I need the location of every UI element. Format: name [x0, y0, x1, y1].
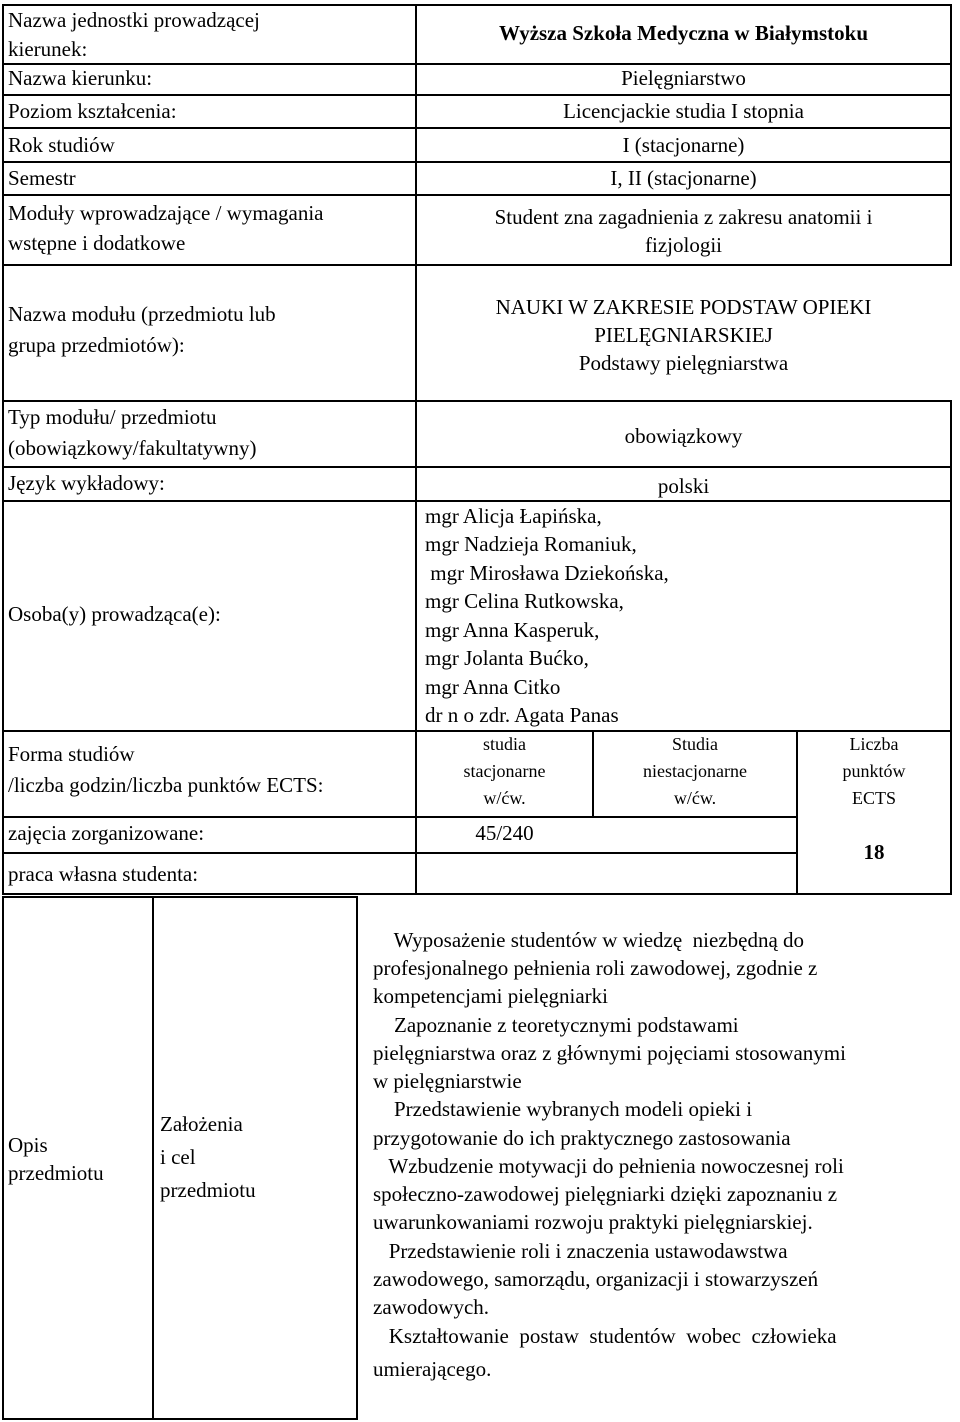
- border: [2, 466, 952, 468]
- value-year: I (stacjonarne): [622, 133, 745, 157]
- value-level: Licencjackie studia I stopnia: [563, 99, 804, 123]
- value-type: obowiązkowy: [624, 424, 743, 448]
- value-prereq-2: fizjologii: [645, 233, 722, 257]
- desc-line: Zapoznanie z teoretycznymi podstawami: [373, 1013, 739, 1037]
- label-unit-2: kierunek:: [8, 37, 88, 61]
- border: [2, 893, 952, 895]
- label-prereq-2: wstępne i dodatkowe: [8, 231, 186, 255]
- border: [356, 896, 358, 1420]
- desc-line: uwarunkowaniami rozwoju praktyki pielęgniarskiej.: [373, 1210, 813, 1234]
- desc-label-opis: przedmiotu: [8, 1161, 104, 1185]
- border: [2, 816, 798, 818]
- border: [2, 264, 952, 266]
- border: [2, 400, 952, 402]
- lecturer: mgr Jolanta Bućko,: [425, 646, 589, 670]
- border: [950, 4, 952, 266]
- label-language: Język wykładowy:: [8, 471, 165, 495]
- desc-line: zawodowych.: [373, 1295, 490, 1319]
- label-prereq-1: Moduły wprowadzające / wymagania: [8, 201, 324, 225]
- label-selfwork: praca własna studenta:: [8, 862, 199, 886]
- desc-line: Wzbudzenie motywacji do pełnienia nowoczesnej roli: [373, 1154, 844, 1178]
- value-module-2: PIELĘGNIARSKIEJ: [594, 323, 773, 347]
- desc-label-aims: przedmiotu: [160, 1178, 256, 1202]
- value-field: Pielęgniarstwo: [621, 66, 746, 90]
- label-module-1: Nazwa modułu (przedmiotu lub: [8, 302, 276, 326]
- lecturer: mgr Mirosława Dziekońska,: [425, 561, 669, 585]
- lecturer: dr n o zdr. Agata Panas: [425, 703, 619, 727]
- desc-line: przygotowanie do ich praktycznego zastosowania: [373, 1126, 791, 1150]
- border: [2, 194, 952, 196]
- border: [2, 127, 952, 129]
- border: [2, 161, 952, 163]
- desc-line: pielęgniarstwa oraz z głównymi pojęciami stosowanymi: [373, 1041, 846, 1065]
- desc-line: Kształtowanie postaw studentów wobec człowieka: [373, 1324, 837, 1348]
- desc-line: Przedstawienie wybranych modeli opieki i: [373, 1097, 753, 1121]
- value-unit: Wyższa Szkoła Medyczna w Białymstoku: [498, 21, 869, 45]
- form-col-ects: punktów: [842, 761, 906, 781]
- desc-line: kompetencjami pielęgniarki: [373, 984, 608, 1008]
- value-module-1: NAUKI W ZAKRESIE PODSTAW OPIEKI: [495, 295, 872, 319]
- desc-line: Przedstawienie roli i znaczenia ustawodawstwa: [373, 1239, 788, 1263]
- border: [2, 1418, 358, 1420]
- value-module-3: Podstawy pielęgniarstwa: [578, 351, 789, 375]
- desc-line: społeczno-zawodowej pielęgniarki dzięki zapoznaniu z: [373, 1182, 838, 1206]
- desc-label-opis: Opis: [8, 1133, 48, 1157]
- form-col-stationary: w/ćw.: [483, 788, 526, 808]
- lecturer: mgr Anna Kasperuk,: [425, 618, 600, 642]
- value-organized-hours: 45/240: [475, 821, 534, 845]
- value-ects: 18: [863, 840, 885, 864]
- desc-line: zawodowego, samorządu, organizacji i stowarzyszeń: [373, 1267, 819, 1291]
- form-col-ects: ECTS: [851, 788, 896, 808]
- label-form-2: /liczba godzin/liczba punktów ECTS:: [8, 773, 324, 797]
- lecturer: mgr Alicja Łapińska,: [425, 504, 602, 528]
- lecturer: mgr Anna Citko: [425, 675, 561, 699]
- label-type-2: (obowiązkowy/fakultatywny): [8, 436, 257, 460]
- desc-line: profesjonalnego pełnienia roli zawodowej, zgodnie z: [373, 956, 818, 980]
- border: [950, 400, 952, 895]
- border: [2, 896, 358, 898]
- form-col-stationary: studia: [483, 734, 526, 754]
- desc-label-aims: Założenia: [160, 1112, 243, 1136]
- desc-line: w pielęgniarstwie: [373, 1069, 522, 1093]
- form-col-nonstationary: w/ćw.: [673, 788, 717, 808]
- lecturer: mgr Nadzieja Romaniuk,: [425, 532, 637, 556]
- label-year: Rok studiów: [8, 133, 115, 157]
- value-language: polski: [657, 474, 710, 498]
- label-unit-1: Nazwa jednostki prowadzącej: [8, 8, 260, 32]
- lecturer: mgr Celina Rutkowska,: [425, 589, 624, 613]
- form-col-nonstationary: Studia: [671, 734, 718, 754]
- border: [2, 852, 798, 854]
- border: [2, 4, 4, 895]
- border: [2, 896, 4, 1420]
- label-type-1: Typ modułu/ przedmiotu: [8, 405, 217, 429]
- form-col-stationary: stacjonarne: [463, 761, 546, 781]
- border: [152, 896, 154, 1420]
- desc-line: Wyposażenie studentów w wiedzę niezbędną do: [373, 928, 805, 952]
- label-organized: zajęcia zorganizowane:: [8, 821, 205, 845]
- value-semester: I, II (stacjonarne): [610, 166, 757, 190]
- form-col-ects: Liczba: [849, 734, 899, 754]
- label-level: Poziom kształcenia:: [8, 99, 177, 123]
- label-module-2: grupa przedmiotów):: [8, 333, 185, 357]
- desc-label-aims: i cel: [160, 1145, 196, 1169]
- form-col-nonstationary: niestacjonarne: [643, 761, 747, 781]
- desc-line: umierającego.: [373, 1357, 492, 1381]
- label-semester: Semestr: [8, 166, 76, 190]
- label-form-1: Forma studiów: [8, 742, 135, 766]
- value-prereq-1: Student zna zagadnienia z zakresu anatomii i: [494, 205, 873, 229]
- label-lecturers: Osoba(y) prowadząca(e):: [8, 602, 221, 626]
- label-field: Nazwa kierunku:: [8, 66, 153, 90]
- border: [2, 94, 952, 96]
